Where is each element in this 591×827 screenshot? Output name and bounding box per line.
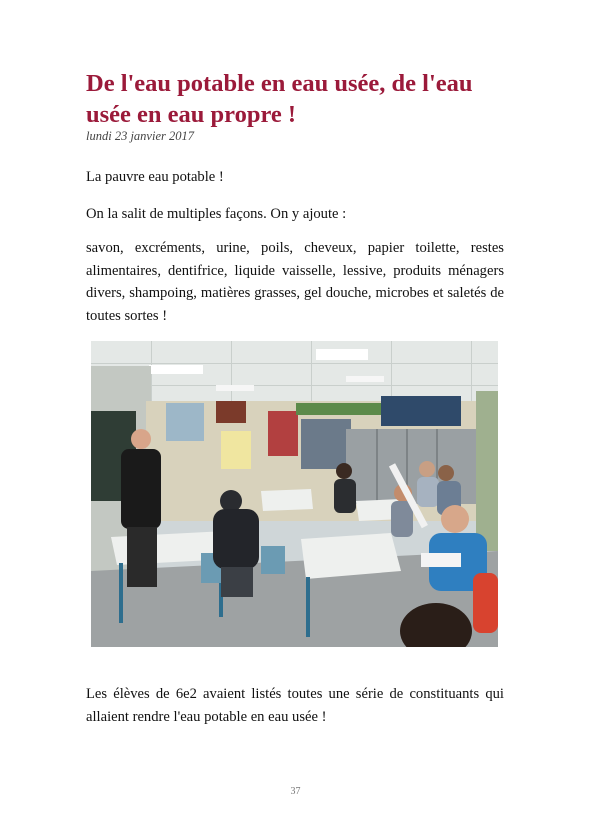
paragraph-students: Les élèves de 6e2 avaient listés toutes une série de constituants qui allaient rendre l'eau potable en eau usée ! (86, 686, 504, 725)
article-date: lundi 23 janvier 2017 (86, 129, 194, 143)
classroom-photo (91, 341, 498, 647)
paragraph-intro: La pauvre eau potable ! (86, 169, 224, 185)
classroom-photo-illustration (91, 341, 498, 647)
article-title: De l'eau potable en eau usée, de l'eau usée en eau propre ! (86, 70, 473, 128)
paragraph-list: savon, excréments, urine, poils, cheveux, papier toilette, restes alimentaires, dentifrice, liquide vaisselle, lessive, produits ménagers divers, shampoing, matières grasses, gel douche, microbes et saletés de toutes sortes ! (86, 240, 504, 324)
page-number: 37 (290, 786, 301, 797)
paragraph-ways: On la salit de multiples façons. On y ajoute : (86, 206, 347, 222)
